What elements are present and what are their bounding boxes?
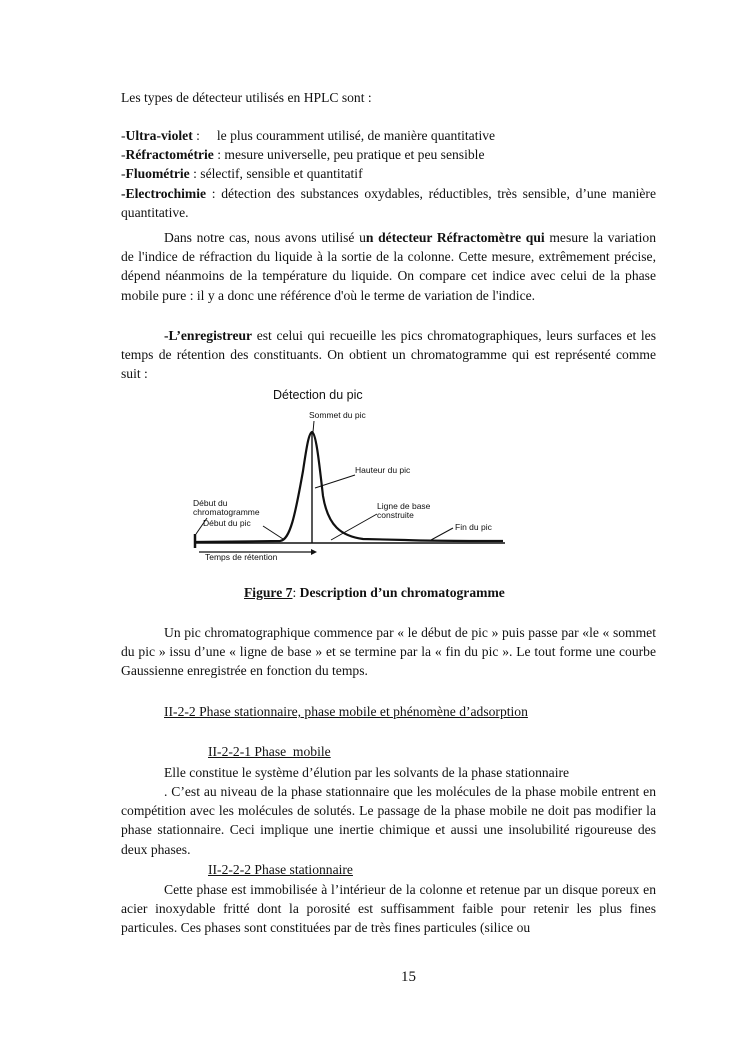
label-ligne-2: construite — [377, 510, 414, 520]
pointer-debut-pic — [263, 526, 283, 539]
label-sommet: Sommet du pic — [309, 410, 366, 420]
page-number: 15 — [401, 969, 416, 985]
label-debut-chrom-2: chromatogramme — [193, 507, 260, 517]
chromatogram-figure — [185, 386, 515, 562]
paragraph-pic: Un pic chromatographique commence par « le début de pic » puis passe par «le « sommet du pic » issu d’une « ligne de base » et se termine par la « fin du pic ». Le tout forme une courbe Gaussienne enregistrée en fonction du temps. — [121, 625, 656, 679]
label-temps: Temps de rétention — [205, 552, 278, 562]
figure-label: Figure 7 — [244, 585, 293, 600]
intro-text: Les types de détecteur utilisés en HPLC sont : — [121, 90, 372, 105]
detector-name: -Electrochimie — [121, 186, 207, 201]
figure-title: Détection du pic — [273, 388, 363, 402]
detector-name: Fluométrie — [125, 166, 190, 181]
paragraph-refractometre: Dans notre cas, nous avons utilisé un détecteur Réfractomètre qui mesure la variation de l'indice de réfraction du liquide à la sortie de la colonne. Cette mesure, extrêmement précise, dépend néanmoins de la température du liquide. On compare cet indice avec celui de la phase mobile pure : il y a donc une référence d'où le terme de variation de l'indice. — [121, 230, 657, 303]
detector-item-electro: -Electrochimie : détection des substances oxydables, réductibles, très sensible, d’une manière quantitative. — [121, 186, 656, 221]
subsection-stationnaire: II-2-2-2 Phase stationnaire — [208, 862, 353, 877]
detector-name: Réfractométrie — [125, 147, 214, 162]
detector-item-uv: -Ultra-violet : le plus couramment utilisé, de manière quantitative — [121, 128, 496, 143]
subsection-mobile: II-2-2-1 Phase mobile — [208, 744, 331, 759]
detector-item-fluo: -Fluométrie : sélectif, sensible et quantitatif — [121, 166, 363, 181]
label-ligne-1: Ligne de base — [377, 501, 431, 511]
paragraph-enregistreur: -L’enregistreur est celui qui recueille les pics chromatographiques, leurs surfaces et les temps de rétention des constituants. On obtient un chromatogramme qui est représenté comme suit : — [121, 328, 656, 382]
label-hauteur: Hauteur du pic — [355, 465, 411, 475]
section-heading: II-2-2 Phase stationnaire, phase mobile et phénomène d’adsorption — [164, 704, 528, 719]
paragraph-stationnaire: Cette phase est immobilisée à l’intérieur de la colonne et retenue par un disque poreux en acier inoxydable fritté dont la porosité est suffisamment faible pour retenir les plus fines particules. Ces phases sont constituées par de très fines particules (silice ou — [121, 882, 656, 936]
pointer-fin — [431, 528, 453, 540]
paragraph-mobile-1: Elle constitue le système d’élution par les solvants de la phase stationnaire — [164, 765, 570, 780]
detector-item-refracto: -Réfractométrie : mesure universelle, peu pratique et peu sensible — [121, 147, 485, 162]
label-fin: Fin du pic — [455, 522, 492, 532]
label-debut-pic: Début du pic — [203, 518, 251, 528]
label-debut-chrom-1: Début du — [193, 498, 228, 508]
detector-name: Ultra-violet — [125, 128, 193, 143]
paragraph-mobile-2: . C’est au niveau de la phase stationnaire que les molécules de la phase mobile entrent en compétition avec les molécules de solutés. Le passage de la phase mobile ne doit pas modifier la phase stationnaire. Ceci implique une inertie chimique et aussi une insolubilité rigoureuse des deux phases. — [121, 784, 656, 857]
figure-caption-text: Description d’un chromatogramme — [299, 585, 505, 600]
pointer-sommet — [313, 421, 314, 432]
figure-caption: Figure 7: Description d’un chromatogramme — [244, 585, 505, 600]
arrow-head-icon — [311, 549, 317, 555]
